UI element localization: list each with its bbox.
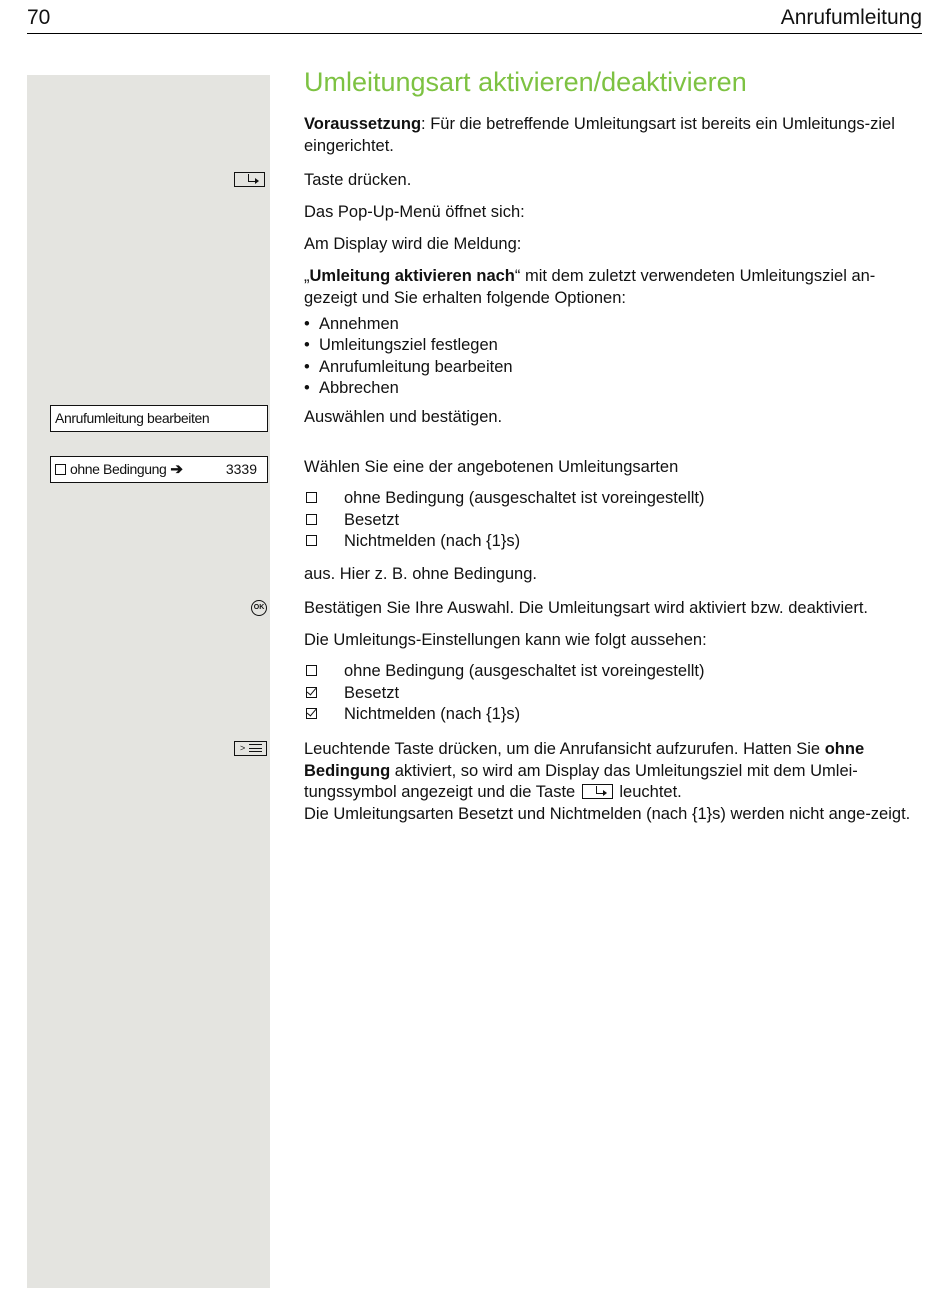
options-list [304, 314, 513, 400]
section-title: Umleitungsart aktivieren/deaktivieren [304, 67, 747, 97]
display-ohne-bedingung [50, 456, 268, 483]
display-anrufumleitung-bearbeiten [50, 405, 268, 432]
page-number: 70 [27, 6, 51, 29]
prerequisite-label: Voraussetzung [304, 115, 422, 133]
ok-key-icon: OK [251, 600, 267, 616]
list-item: Besetzt [304, 510, 704, 532]
select-confirm-text: Auswählen und bestätigen. [304, 408, 503, 426]
checkbox-checked-icon [306, 687, 317, 698]
prerequisite-text: : Für die betreffende Umleitungsart ist bereits ein Umleitungs-ziel eingerichtet. [304, 115, 895, 155]
final-paragraph: Leuchtende Taste drücken, um die Anrufansicht aufzurufen. Hatten Sie ohne Bedingung aktiviert, so wird am Display das Umleitungsziel mit dem Umlei-tungssymbol angezeigt und die Taste leuchtet. Die Umleitungsarten Besetzt und Nichtmelden (nach {1}s) werden nicht ange-zeigt. [304, 740, 911, 823]
prerequisite-paragraph [304, 114, 922, 157]
list-item: ohne Bedingung (ausgeschaltet ist voreingestellt) [304, 661, 704, 683]
message-paragraph: „Umleitung aktivieren nach“ mit dem zuletzt verwendeten Umleitungsziel an-gezeigt und Sie erhalten folgende Optionen: [304, 267, 876, 307]
settings-list [304, 661, 704, 726]
checkbox-icon [306, 665, 317, 676]
choose-type-text: Wählen Sie eine der angebotenen Umleitungsarten [304, 458, 679, 476]
list-item: • Anrufumleitung bearbeiten [304, 357, 513, 378]
menu-key-icon: > [234, 741, 267, 756]
checkbox-icon [55, 464, 66, 475]
settings-intro-text: Die Umleitungs-Einstellungen kann wie folgt aussehen: [304, 631, 707, 649]
forward-key-icon [234, 172, 265, 187]
arrow-right-icon: ➔ [170, 461, 183, 478]
header-rule [27, 33, 922, 34]
checkbox-icon [306, 492, 317, 503]
checkbox-icon [306, 535, 317, 546]
display-text: Anrufumleitung bearbeiten [55, 410, 210, 426]
list-item: Nichtmelden (nach {1}s) [304, 531, 704, 553]
sidebar [27, 75, 270, 1288]
popup-opens-text: Das Pop-Up-Menü öffnet sich: [304, 203, 525, 221]
confirm-text: Bestätigen Sie Ihre Auswahl. Die Umleitungsart wird aktiviert bzw. deaktiviert. [304, 599, 868, 617]
list-item: ohne Bedingung (ausgeschaltet ist voreingestellt) [304, 488, 704, 510]
display-message-text: Am Display wird die Meldung: [304, 235, 522, 253]
list-item: • Annehmen [304, 314, 513, 335]
list-item: • Abbrechen [304, 378, 513, 399]
message-bold: Umleitung aktivieren nach [309, 267, 515, 285]
list-item: Nichtmelden (nach {1}s) [304, 704, 704, 726]
checkbox-icon [306, 514, 317, 525]
chapter-title: Anrufumleitung [780, 6, 922, 29]
list-item: • Umleitungsziel festlegen [304, 335, 513, 356]
final-bold: ohne Bedingung [304, 740, 865, 780]
types-list [304, 488, 704, 553]
example-text: aus. Hier z. B. ohne Bedingung. [304, 565, 537, 583]
step-press-key: Taste drücken. [304, 171, 412, 189]
list-item: Besetzt [304, 683, 704, 705]
forward-key-inline-icon [582, 784, 613, 799]
checkbox-checked-icon [306, 708, 317, 719]
display-text: ohne Bedingung [70, 461, 167, 477]
display-number: 3339 [225, 461, 257, 477]
